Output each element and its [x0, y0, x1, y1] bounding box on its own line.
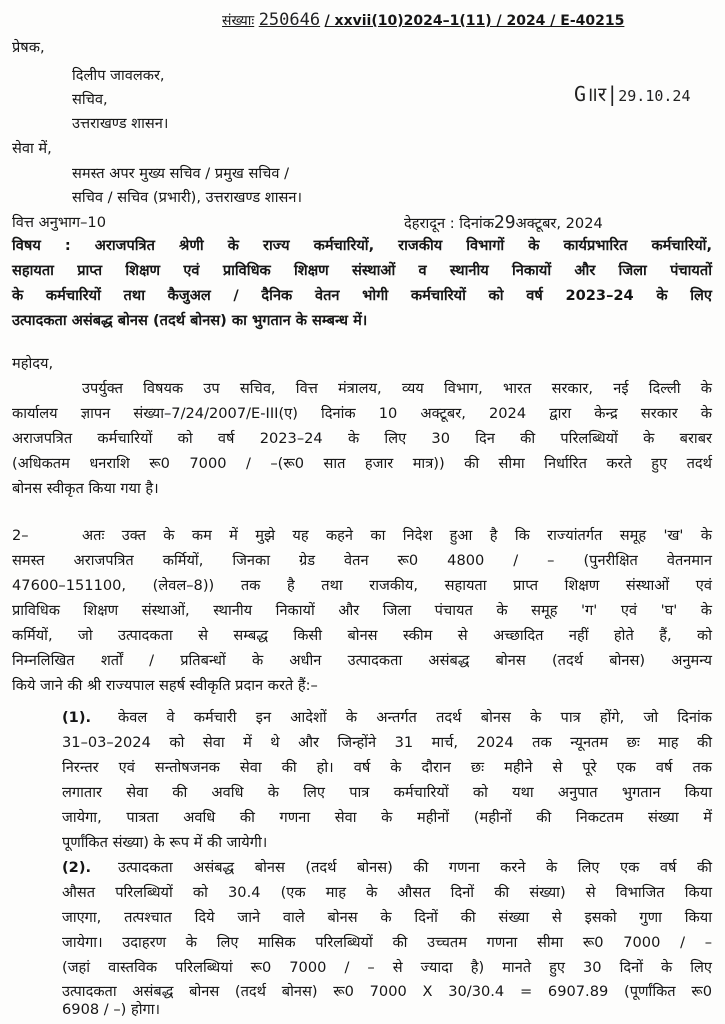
sender-label: प्रेषक,	[12, 39, 45, 56]
stamp-date: 29.10.24	[618, 87, 691, 105]
para2-line-7: किये जाने की श्री राज्यपाल सहर्ष स्वीकृति प्रदान करते हैं:–	[12, 677, 318, 694]
item1-line-1: केवल वे कर्मचारी इन आदेशों के अन्तर्गत तदर्थ बोनस के पात्र होंगे, जो दिनांक	[118, 709, 712, 726]
subject-line-4: उत्पादकता असंबद्ध बोनस (तदर्थ बोनस) का भुगतान के सम्बन्ध में।	[12, 312, 368, 329]
para1-line-3: अराजपत्रित कर्मचारियों को वर्ष 2023–24 के लिए 30 दिन की परिलब्धियों के बराबर	[12, 430, 712, 447]
item1-number: (1).	[62, 709, 92, 726]
item2-line-4: जायेगा। उदाहरण के लिए मासिक परिलब्धियों की उच्चतम गणना सीमा रू0 7000 / –	[62, 934, 712, 951]
sender-office: उत्तराखण्ड शासन।	[72, 115, 169, 132]
subject-line-3: के कर्मचारियों तथा कैजुअल / दैनिक वेतन भोगी कर्मचारियों को वर्ष 2023–24 के लिए	[12, 287, 712, 304]
item1-line-3: निरन्तर एवं सन्तोषजनक सेवा की हो। वर्ष के दौरान छः महीने से पूरे एक वर्ष तक	[62, 759, 712, 776]
date-suffix: अक्टूबर, 2024	[515, 215, 603, 232]
salutation: महोदय,	[12, 355, 54, 372]
item1-line-5: जायेगा, पात्रता अवधि की गणना सेवा के महीनों (महीनों की निकटतम संख्या में	[62, 809, 712, 826]
para2-line-2: समस्त अराजपत्रित कर्मियों, जिनका ग्रेड वेतन रू0 4800 / – (पुनरीक्षित वेतनमान	[12, 552, 712, 569]
para1-line-1: उपर्युक्त विषयक उप सचिव, वित्त मंत्रालय, व्यय विभाग, भारत सरकार, नई दिल्ली के	[82, 380, 712, 397]
item2-number: (2).	[62, 859, 92, 876]
item1-line-2: 31–03–2024 को सेवा में थे और जिन्होंने 31 मार्च, 2024 तक न्यूनतम छः माह की	[62, 734, 712, 751]
item2-line-2: औसत परिलब्धियों को 30.4 (एक माह के औसत दिनों की संख्या) से विभाजित किया	[62, 884, 712, 901]
item2-line-5: (जहां वास्तविक परिलब्धियां रू0 7000 / – से ज्यादा है) मानते हुए 30 दिनों के लिए	[62, 959, 712, 976]
subject-line-2: सहायता प्राप्त शिक्षण एवं प्राविधिक शिक्षण संस्थाओं व स्थानीय निकायों और जिला पंचायतों	[12, 262, 712, 279]
place-and-date	[404, 213, 603, 234]
recipient-label: सेवा में,	[12, 140, 52, 157]
reference-handwritten-number: 250646	[258, 10, 321, 30]
para2-line-1: अतः उक्त के कम में मुझे यह कहने का निदेश हुआ है कि राज्यांतर्गत समूह 'ख' के	[82, 527, 712, 544]
recipient-line-1: समस्त अपर मुख्य सचिव / प्रमुख सचिव /	[72, 165, 290, 182]
para1-line-5: बोनस स्वीकृत किया गया है।	[12, 480, 159, 497]
para2-line-3: 47600–151100, (लेवल–8)) तक है तथा राजकीय, सहायता प्राप्त शिक्षण संस्थाओं एवं	[12, 577, 712, 594]
item2-line-3: जाएगा, तत्पश्चात दिये जाने वाले बोनस के दिनों की संख्या से इसको गुणा किया	[62, 909, 712, 926]
para1-line-2: कार्यालय ज्ञापन संख्या–7/24/2007/E-III(ए) दिनांक 10 अक्टूबर, 2024 द्वारा केन्द्र सरकार के	[12, 405, 712, 422]
item1-line-6: पूर्णांकित संख्या) के रूप में की जायेगी।	[62, 834, 268, 851]
para2-line-4: प्राविधिक शिक्षण संस्थाओं, स्थानीय निकायों और जिला पंचायत के समूह 'ग' एवं 'घ' के	[12, 602, 712, 619]
handwritten-receipt-stamp	[574, 80, 691, 107]
para2-number: 2–	[12, 527, 29, 544]
reference-label: संख्याः	[222, 13, 255, 29]
reference-suffix: / xxvii(10)2024–1(11) / 2024 / E-40215	[324, 13, 625, 29]
item2-line-1: उत्पादकता असंबद्ध बोनस (तदर्थ बोनस) की गणना करने के लिए एक वर्ष की	[118, 859, 712, 876]
para2-line-5: कर्मियों, जो उत्पादकता से सम्बद्ध किसी बोनस स्कीम से अच्छादित नहीं होते हैं, को	[12, 627, 712, 644]
place-date-prefix: देहरादून : दिनांक	[404, 215, 494, 232]
item2-line-6: उत्पादकता असंबद्ध बोनस (तदर्थ बोनस) रू0 7000 X 30/30.4 = 6907.89 (पूर्णांकित रू0	[62, 983, 712, 1000]
subject-line-1: विषय : अराजपत्रित श्रेणी के राज्य कर्मचारियों, राजकीय विभागों के कार्यप्रभारित कर्मचारियों,	[12, 237, 712, 254]
recipient-line-2: सचिव / सचिव (प्रभारी), उत्तराखण्ड शासन।	[72, 189, 302, 206]
sender-designation: सचिव,	[72, 91, 108, 108]
para2-line-6: निम्नलिखित शर्तों / प्रतिबन्धों के अधीन उत्पादकता असंबद्ध बोनस (तदर्थ बोनस) अनुमन्य	[12, 652, 712, 669]
stamp-text: G॥र|	[574, 82, 619, 106]
reference-number	[222, 10, 624, 30]
sender-name: दिलीप जावलकर,	[72, 67, 165, 84]
item2-line-7: 6908 / –) होगा।	[62, 1001, 161, 1018]
item1-line-4: लगातार सेवा की अवधि के लिए पात्र कर्मचारियों को यथा अनुपात भुगतान किया	[62, 784, 712, 801]
date-handwritten: 29	[493, 212, 516, 233]
para1-line-4: (अधिकतम धनराशि रू0 7000 / –(रू0 सात हजार मात्र)) की सीमा निर्धारित करते हुए तदर्थ	[12, 455, 712, 472]
department-section: वित्त अनुभाग–10	[12, 214, 106, 231]
